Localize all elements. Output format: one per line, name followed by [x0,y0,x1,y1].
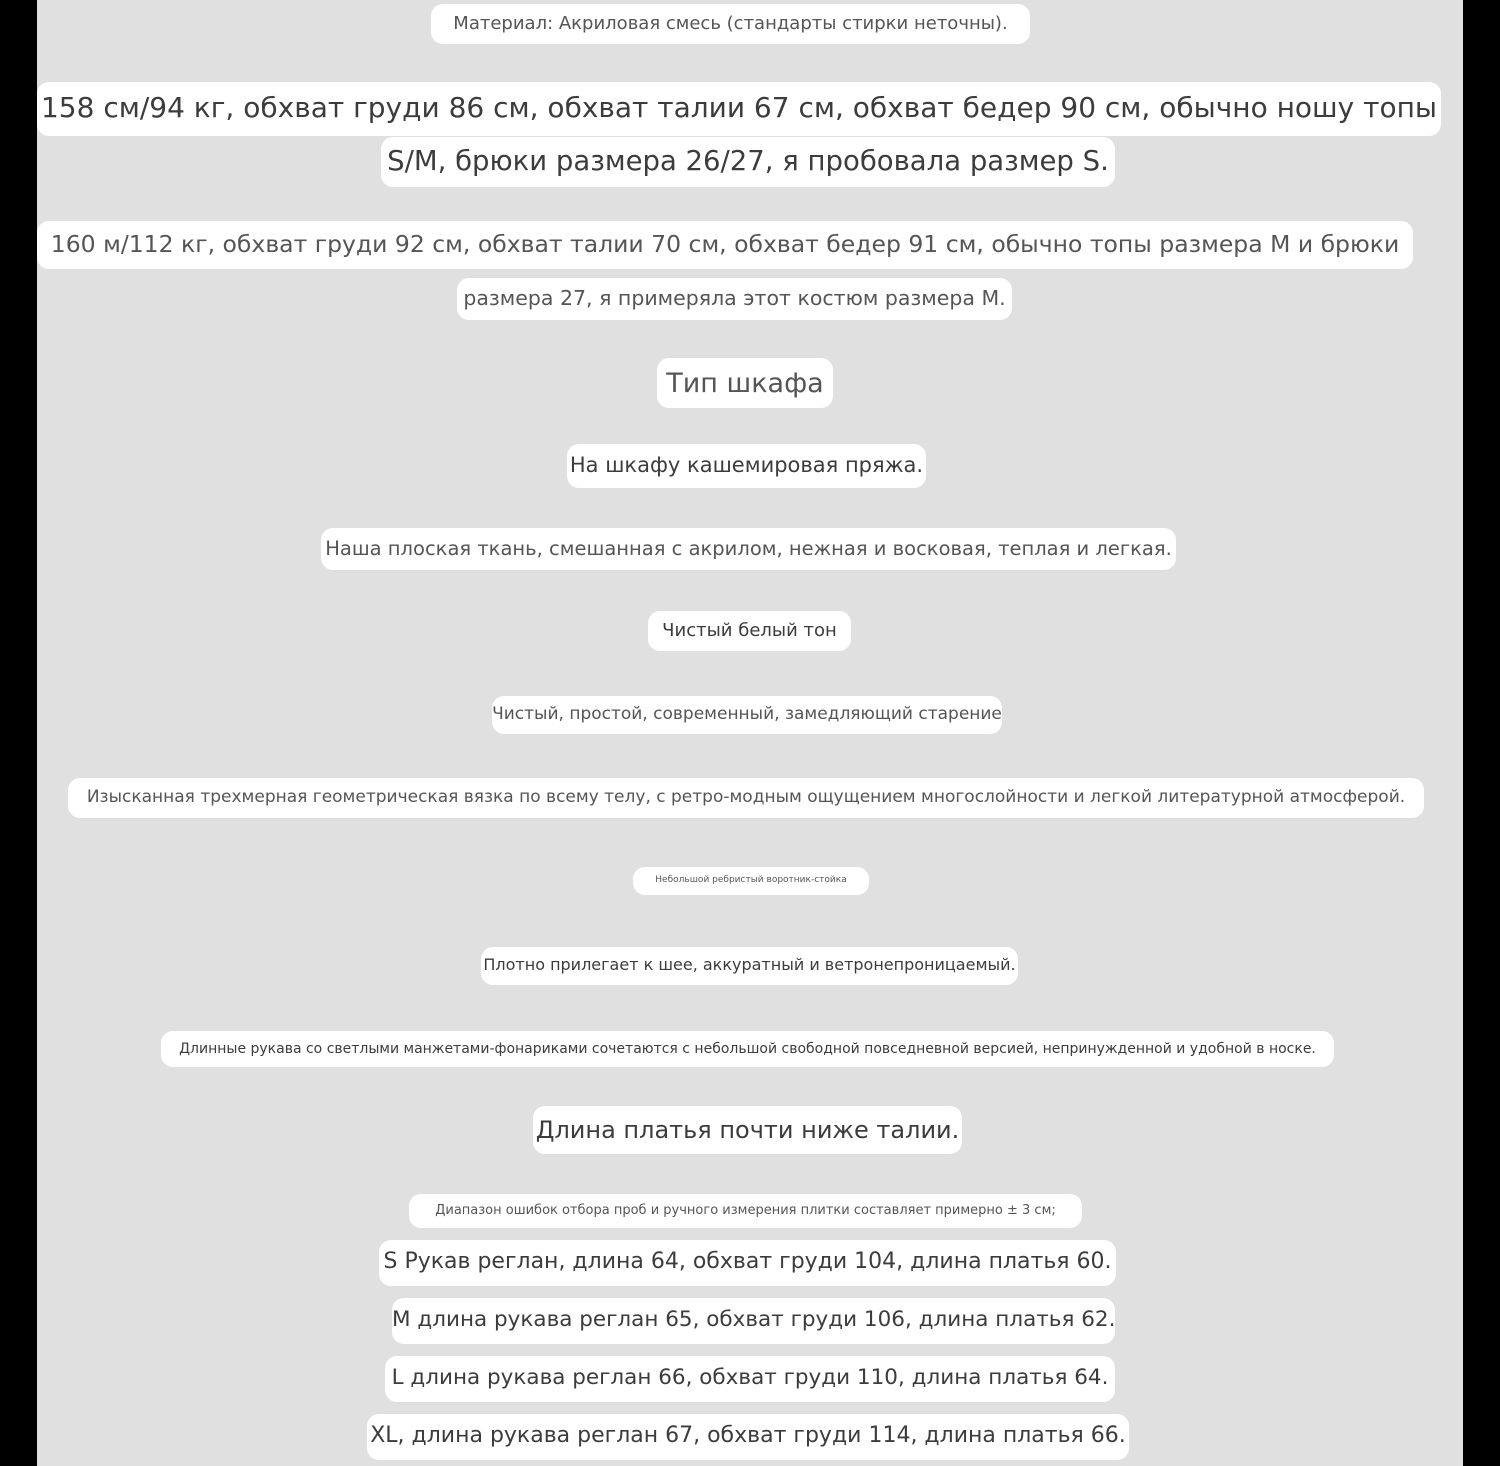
tone-line: Чистый белый тон [648,611,851,651]
size-s-line: S Рукав реглан, длина 64, обхват груди 104, длина платья 60. [379,1240,1116,1286]
review-line-2a: 160 м/112 кг, обхват груди 92 см, обхват талии 70 см, обхват бедер 91 см, обычно топы размера M и брюки [37,221,1413,269]
style-line: Чистый, простой, современный, замедляющий старение [492,696,1002,734]
review-line-2b: размера 27, я примеряла этот костюм размера M. [457,278,1012,320]
size-m-line: M длина рукава реглан 65, обхват груди 106, длина платья 62. [392,1298,1115,1344]
section-title: Тип шкафа [657,358,833,408]
length-line: Длина платья почти ниже талии. [533,1106,962,1154]
collar-desc-line: Плотно прилегает к шее, аккуратный и ветронепроницаемый. [481,947,1018,985]
material-line: Материал: Акриловая смесь (стандарты стирки неточны). [431,4,1030,44]
yarn-line: На шкафу кашемировая пряжа. [567,444,926,488]
error-note-line: Диапазон ошибок отбора проб и ручного измерения плитки составляет примерно ± 3 см; [409,1194,1082,1228]
size-l-line: L длина рукава реглан 66, обхват груди 110, длина платья 64. [385,1356,1115,1402]
review-line-1b: S/M, брюки размера 26/27, я пробовала размер S. [381,137,1115,187]
sleeves-line: Длинные рукава со светлыми манжетами-фонариками сочетаются с небольшой свободной повседневной версией, непринужденной и удобной в носке. [161,1031,1334,1067]
collar-line: Небольшой ребристый воротник-стойка [633,867,869,895]
size-xl-line: XL, длина рукава реглан 67, обхват груди 114, длина платья 66. [367,1414,1129,1460]
knit-line: Изысканная трехмерная геометрическая вязка по всему телу, с ретро-модным ощущением многослойности и легкой литературной атмосферой. [68,778,1424,818]
fabric-line: Наша плоская ткань, смешанная с акрилом, нежная и восковая, теплая и легкая. [321,528,1176,570]
review-line-1a: 158 см/94 кг, обхват груди 86 см, обхват талии 67 см, обхват бедер 90 см, обычно ношу топы [37,82,1441,136]
